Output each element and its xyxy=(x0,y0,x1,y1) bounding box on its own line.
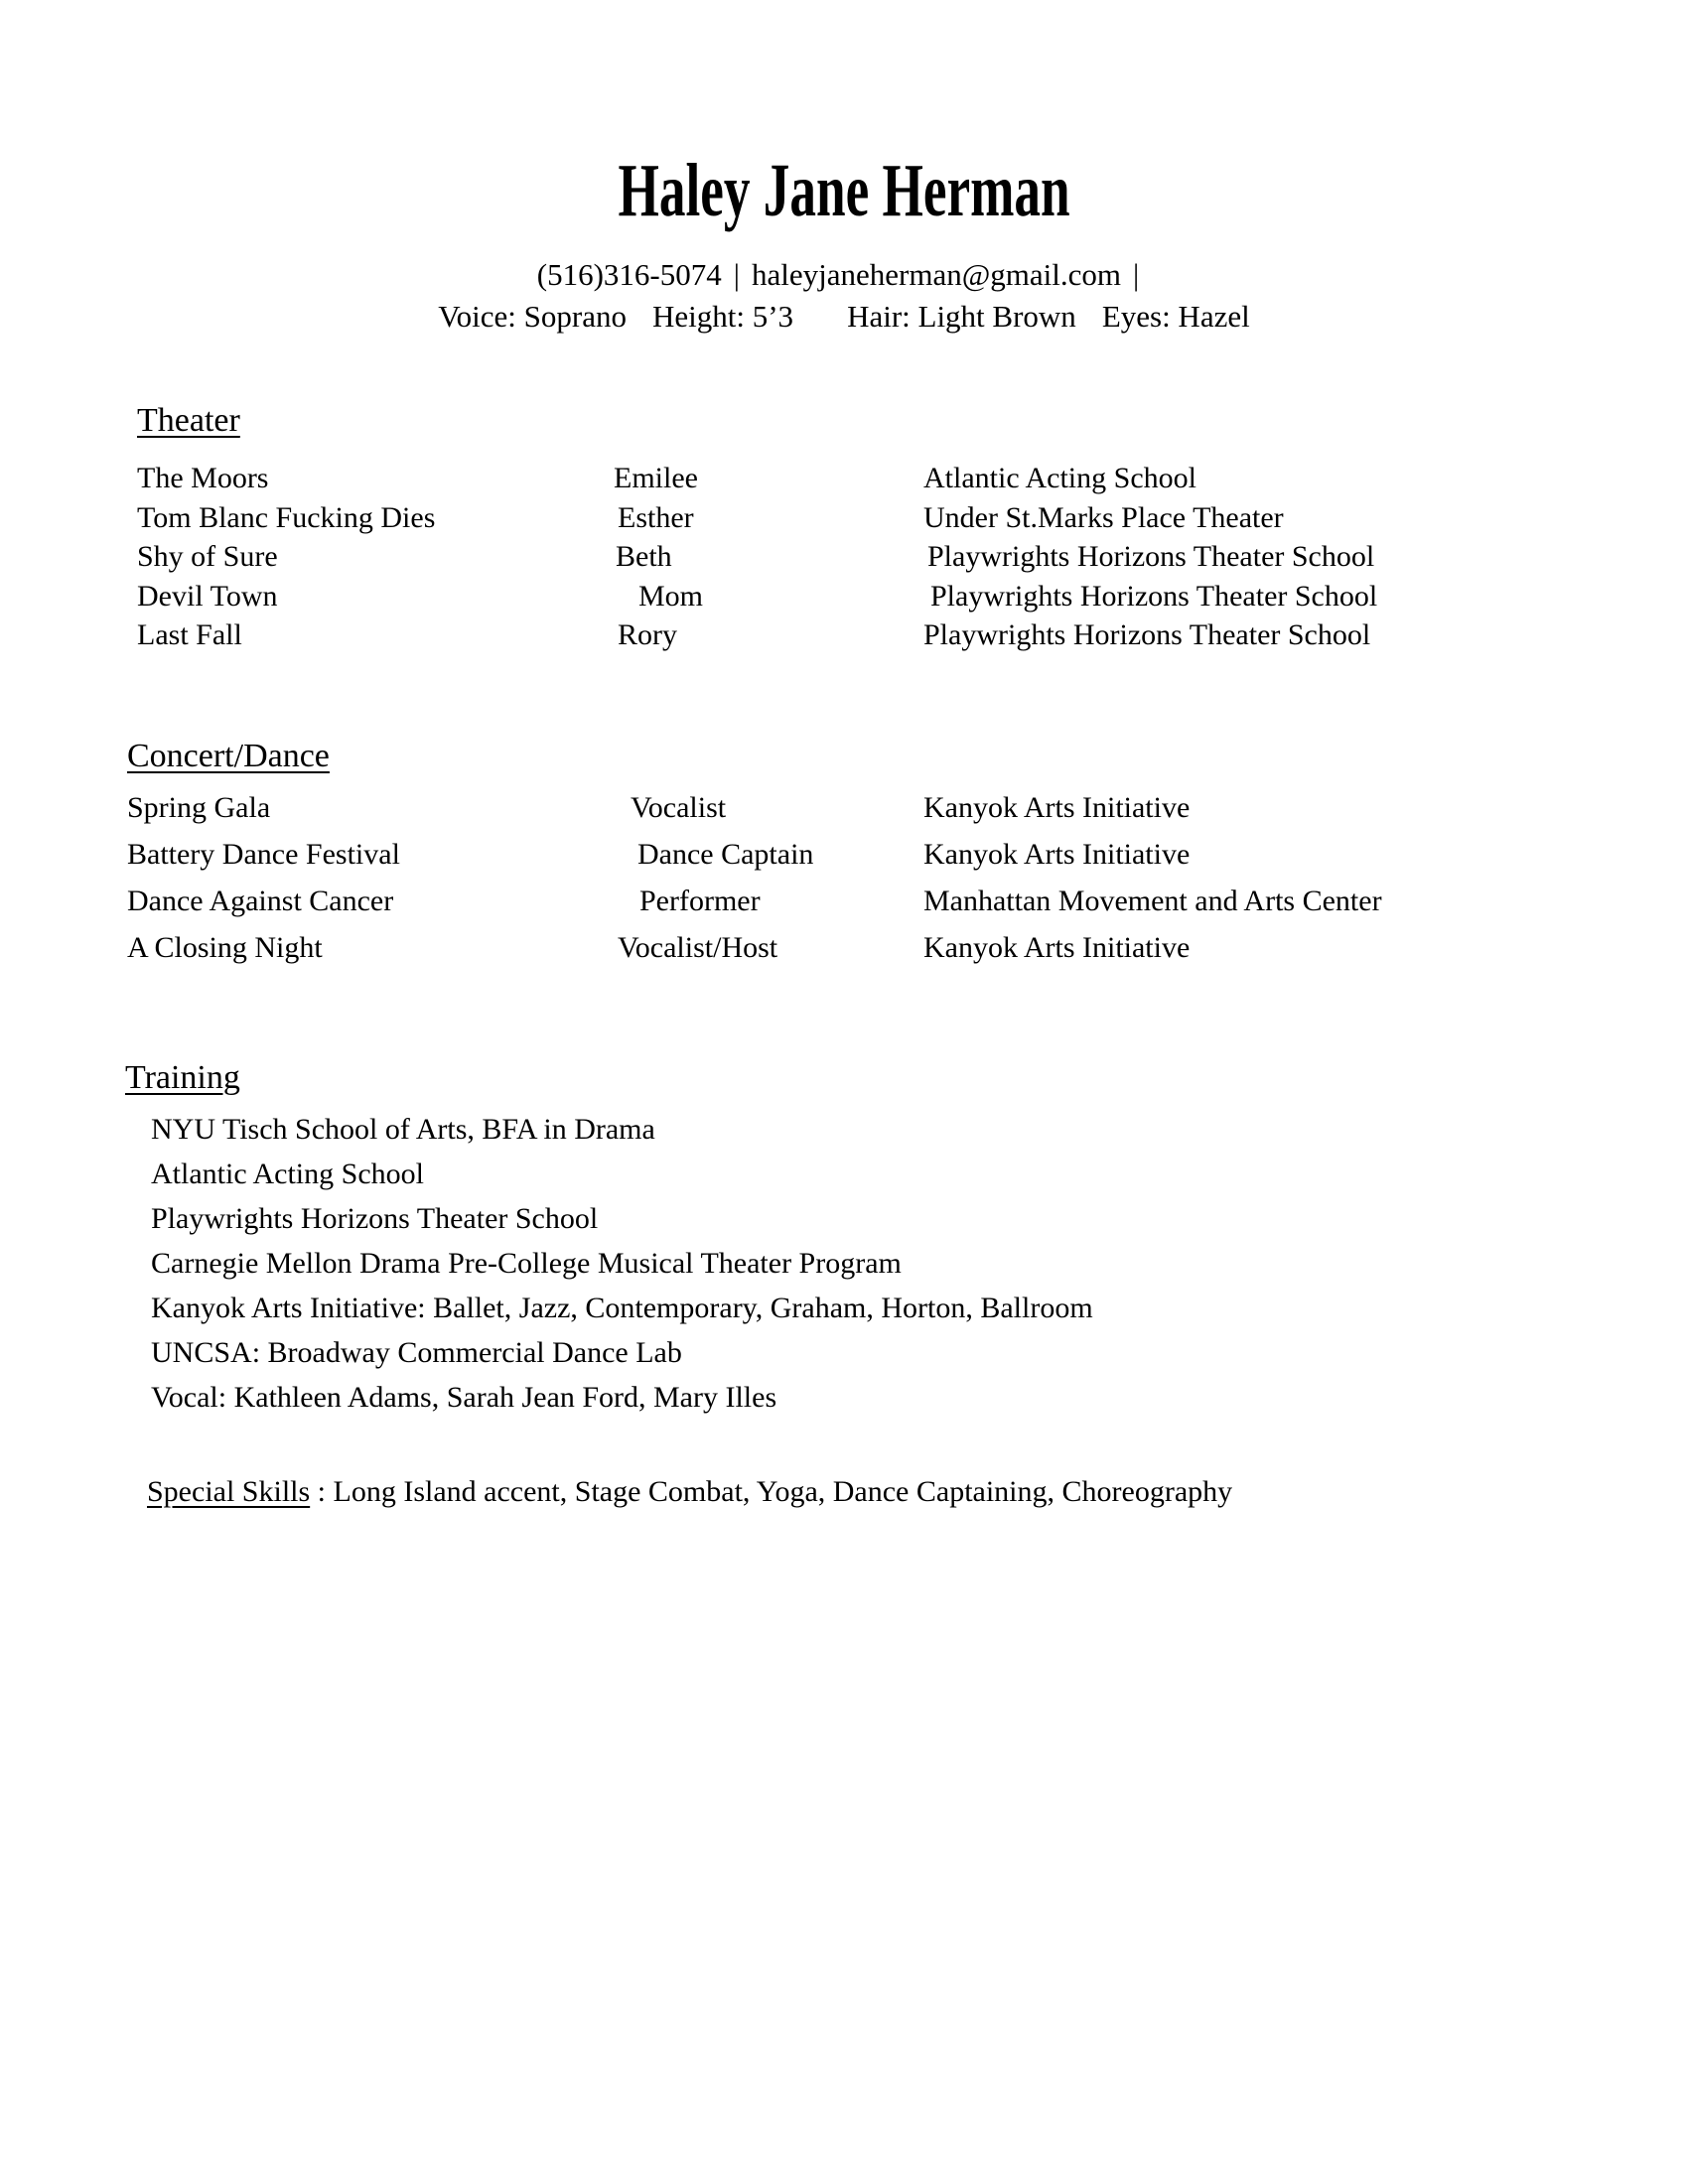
training-heading: Training xyxy=(125,1058,240,1096)
credit-row xyxy=(137,498,1688,538)
role-name: Beth xyxy=(616,540,672,573)
vital-stats-line xyxy=(0,296,1688,338)
company-name: Playwrights Horizons Theater School xyxy=(930,579,1378,613)
role-name: Dance Captain xyxy=(637,837,814,871)
separator-bar: | xyxy=(733,257,740,292)
training-item: Playwrights Horizons Theater School xyxy=(151,1201,599,1235)
production-title: A Closing Night xyxy=(127,930,323,964)
concert-dance-heading: Concert/Dance xyxy=(127,737,330,774)
section-concert-dance xyxy=(0,737,1688,971)
company-name: Playwrights Horizons Theater School xyxy=(923,618,1371,651)
name-text: Haley Jane Herman xyxy=(618,149,1070,232)
credit-row xyxy=(137,615,1688,655)
production-title: Tom Blanc Fucking Dies xyxy=(137,500,436,534)
role-name: Vocalist xyxy=(631,790,727,824)
training-item: Atlantic Acting School xyxy=(151,1157,424,1190)
role-name: Mom xyxy=(638,579,704,613)
company-name: Under St.Marks Place Theater xyxy=(923,500,1284,534)
email-address: haleyjaneherman@gmail.com xyxy=(751,257,1121,292)
stat-item: Voice: Soprano xyxy=(438,299,627,334)
theater-heading: Theater xyxy=(137,402,240,439)
training-item: Vocal: Kathleen Adams, Sarah Jean Ford, Mary Illes xyxy=(151,1380,777,1414)
production-title: Last Fall xyxy=(137,618,242,651)
special-skills-label: Special Skills xyxy=(147,1474,311,1508)
production-title: Shy of Sure xyxy=(137,540,278,573)
special-skills-colon: : xyxy=(310,1474,334,1508)
production-title: Devil Town xyxy=(137,579,278,613)
training-item: UNCSA: Broadway Commercial Dance Lab xyxy=(151,1335,682,1369)
company-name: Kanyok Arts Initiative xyxy=(923,930,1191,964)
stat-item: Height: 5’3 xyxy=(652,299,794,334)
credit-row xyxy=(137,577,1688,616)
production-title: Spring Gala xyxy=(127,790,271,824)
separator-bar: | xyxy=(1132,257,1140,292)
role-name: Esther xyxy=(618,500,694,534)
contact-line xyxy=(0,254,1688,296)
production-title: The Moors xyxy=(137,462,269,494)
company-name: Kanyok Arts Initiative xyxy=(923,790,1191,824)
credit-row xyxy=(127,924,1688,971)
credit-row xyxy=(137,459,1688,498)
role-name: Performer xyxy=(639,884,761,917)
stat-item: Hair: Light Brown xyxy=(847,299,1076,334)
training-item: Carnegie Mellon Drama Pre-College Musical Theater Program xyxy=(151,1246,902,1280)
theater-credit-list xyxy=(137,459,1688,655)
credit-row xyxy=(127,831,1688,878)
training-list xyxy=(125,1107,1688,1420)
section-training xyxy=(0,1058,1688,1420)
name-heading xyxy=(0,0,1688,234)
company-name: Atlantic Acting School xyxy=(923,462,1196,494)
role-name: Emilee xyxy=(614,462,698,494)
role-name: Rory xyxy=(618,618,677,651)
training-item: NYU Tisch School of Arts, BFA in Drama xyxy=(151,1112,655,1146)
special-skills-line xyxy=(0,1474,1688,1510)
section-theater xyxy=(0,401,1688,655)
credit-row xyxy=(127,784,1688,831)
credit-row xyxy=(137,537,1688,577)
stat-item: Eyes: Hazel xyxy=(1101,299,1250,334)
special-skills-value: Long Island accent, Stage Combat, Yoga, Dance Captaining, Choreography xyxy=(333,1474,1233,1508)
concert-credit-list xyxy=(127,784,1688,971)
training-item: Kanyok Arts Initiative: Ballet, Jazz, Contemporary, Graham, Horton, Ballroom xyxy=(151,1291,1093,1324)
phone-number: (516)316-5074 xyxy=(536,257,722,292)
credit-row xyxy=(127,878,1688,924)
company-name: Kanyok Arts Initiative xyxy=(923,837,1191,871)
resume-header xyxy=(0,0,1688,338)
role-name: Vocalist/Host xyxy=(618,930,778,964)
company-name: Manhattan Movement and Arts Center xyxy=(923,884,1382,917)
company-name: Playwrights Horizons Theater School xyxy=(927,540,1375,573)
production-title: Battery Dance Festival xyxy=(127,837,400,871)
production-title: Dance Against Cancer xyxy=(127,884,394,917)
